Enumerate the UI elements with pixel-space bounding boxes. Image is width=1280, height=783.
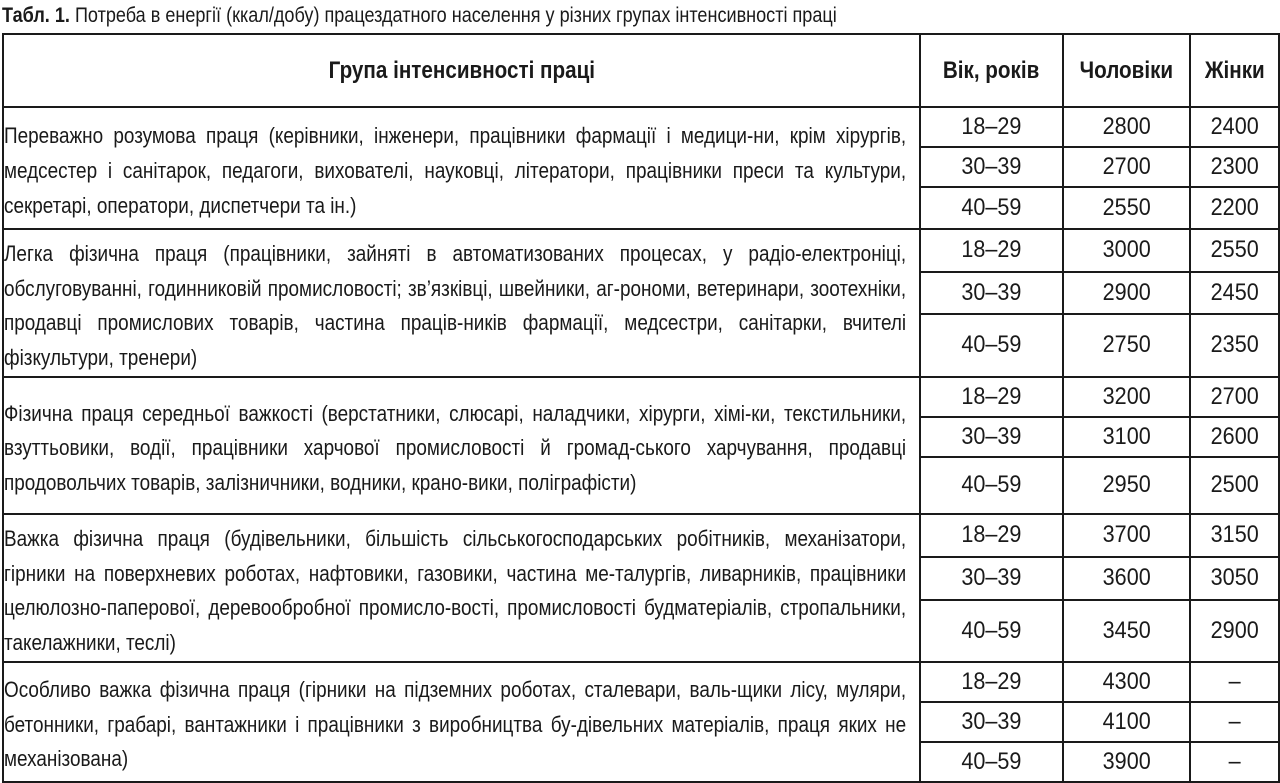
age-cell: 18–29 [920,229,1063,272]
men-cell: 3100 [1063,417,1190,457]
age-cell: 40–59 [920,742,1063,782]
age-cell: 40–59 [920,600,1063,662]
table-header-row [3,34,1279,107]
table-row [3,377,1279,417]
age-cell: 18–29 [920,107,1063,147]
women-cell: 2550 [1190,229,1279,272]
table-caption-text: Потреба в енергії (ккал/добу) працездатного населення у різних групах інтенсивності праці [74,4,837,27]
women-cell: 2600 [1190,417,1279,457]
age-cell: 18–29 [920,377,1063,417]
header-group: Група інтенсивності праці [3,34,920,107]
group-description: Особливо важка фізична праця (гірники на підземних роботах, сталевари, валь-щики лісу, муляри, бетонники, грабарі, вантажники і працівники з виробництва бу-дівельних матеріалів, праця яких не механізована) [3,662,920,782]
table-row [3,107,1279,147]
age-cell: 40–59 [920,187,1063,229]
age-cell: 18–29 [920,662,1063,702]
men-cell: 3200 [1063,377,1190,417]
group-description: Легка фізична праця (працівники, зайняті в автоматизованих процесах, у радіо-електроніці, обслуговуванні, годинниковій промисловості; зв’язківці, швейники, аг-рономи, ветеринари, зоотехніки, продавці промислових товарів, частина праців-ників фармації, медсестри, санітарки, вчителі фізкультури, тренери) [3,229,920,377]
age-cell: 30–39 [920,702,1063,742]
age-cell: 18–29 [920,514,1063,557]
women-cell: – [1190,662,1279,702]
men-cell: 3450 [1063,600,1190,662]
men-cell: 2950 [1063,457,1190,514]
group-description: Переважно розумова праця (керівники, інженери, працівники фармації і медици-ни, крім хірургів, медсестер і санітарок, педагоги, вихователі, науковці, літератори, працівники преси та культури, секретарі, оператори, диспетчери та ін.) [3,107,920,229]
group-description: Фізична праця середньої важкості (верстатники, слюсарі, наладчики, хірурги, хімі-ки, текстильники, взуттьовики, водії, працівники харчової промисловості й громад-ського харчування, продавці продовольчих товарів, залізничники, водники, крано-вики, поліграфісти) [3,377,920,514]
men-cell: 3600 [1063,557,1190,600]
table-caption-label: Табл. 1. [2,4,70,27]
age-cell: 30–39 [920,272,1063,315]
age-cell: 30–39 [920,147,1063,187]
men-cell: 2700 [1063,147,1190,187]
header-women: Жінки [1190,34,1279,107]
table-caption [2,2,1099,30]
women-cell: 3150 [1190,514,1279,557]
table-row [3,662,1279,702]
women-cell: 2500 [1190,457,1279,514]
group-description: Важка фізична праця (будівельники, більшість сільськогосподарських робітників, механізатори, гірники на поверхневих роботах, нафтовики, газовики, частина ме-талургів, ливарників, працівники целюлозно-паперової, деревообробної промисло-вості, промисловості будматеріалів, стропальники, такелажники, теслі) [3,514,920,662]
age-cell: 40–59 [920,457,1063,514]
age-cell: 40–59 [920,314,1063,377]
men-cell: 3000 [1063,229,1190,272]
women-cell: – [1190,702,1279,742]
women-cell: 2300 [1190,147,1279,187]
men-cell: 3700 [1063,514,1190,557]
energy-needs-table [2,33,1280,783]
women-cell: 2900 [1190,600,1279,662]
women-cell: 2400 [1190,107,1279,147]
age-cell: 30–39 [920,557,1063,600]
women-cell: – [1190,742,1279,782]
men-cell: 3900 [1063,742,1190,782]
women-cell: 2450 [1190,272,1279,315]
men-cell: 2550 [1063,187,1190,229]
men-cell: 2900 [1063,272,1190,315]
women-cell: 3050 [1190,557,1279,600]
men-cell: 4300 [1063,662,1190,702]
header-men: Чоловіки [1063,34,1190,107]
women-cell: 2350 [1190,314,1279,377]
men-cell: 2750 [1063,314,1190,377]
table-row [3,514,1279,557]
women-cell: 2700 [1190,377,1279,417]
women-cell: 2200 [1190,187,1279,229]
men-cell: 2800 [1063,107,1190,147]
men-cell: 4100 [1063,702,1190,742]
age-cell: 30–39 [920,417,1063,457]
table-row [3,229,1279,272]
header-age: Вік, років [920,34,1063,107]
